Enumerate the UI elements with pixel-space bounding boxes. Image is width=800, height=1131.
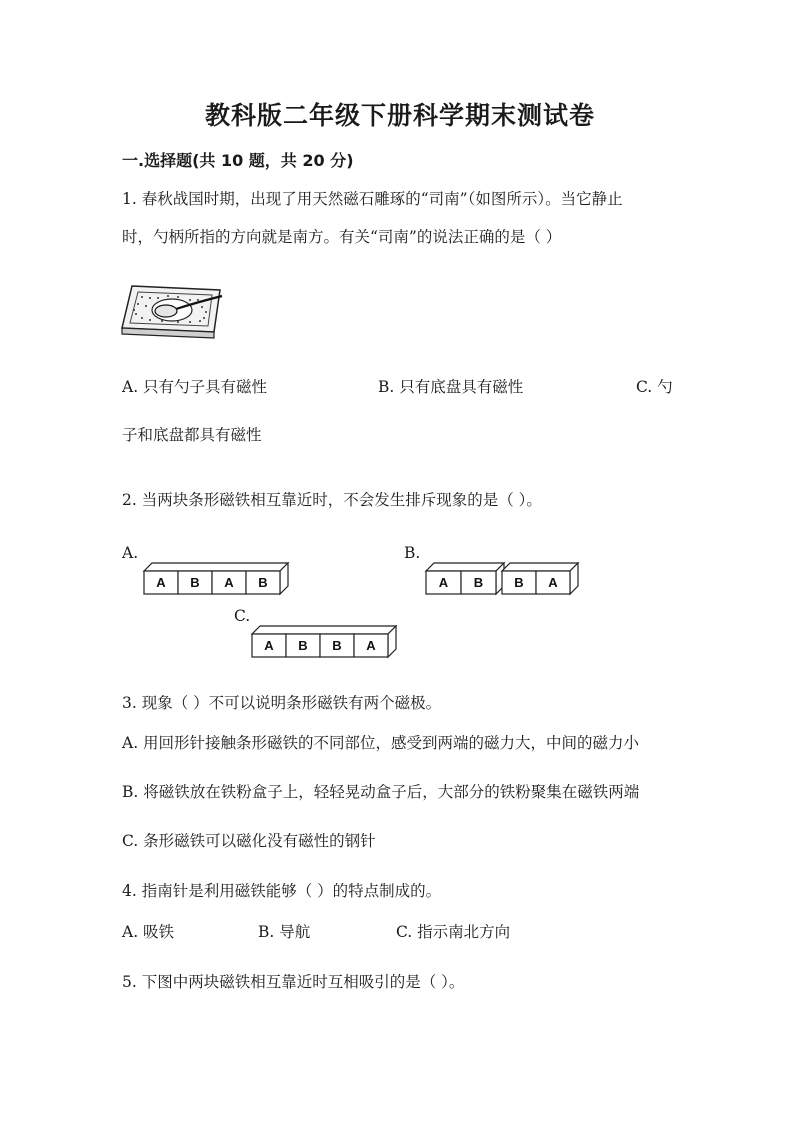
q2-label-a: A. bbox=[122, 544, 139, 562]
q3-option-a: A. 用回形针接触条形磁铁的不同部位，感受到两端的磁力大，中间的磁力小 bbox=[122, 734, 640, 752]
q2-b2-pole-2: A bbox=[548, 575, 558, 590]
q1-option-c: C. 勺 bbox=[636, 378, 673, 396]
q4-stem: 4. 指南针是利用磁铁能够（ ）的特点制成的。 bbox=[122, 882, 442, 900]
q2-magnets-b bbox=[422, 562, 582, 596]
q1-option-c-continued: 子和底盘都具有磁性 bbox=[122, 426, 262, 444]
q2-c-pole-1: A bbox=[264, 638, 274, 653]
q1-option-b: B. 只有底盘具有磁性 bbox=[378, 378, 524, 396]
q4-option-c: C. 指示南北方向 bbox=[396, 923, 511, 941]
q2-c-pole-3: B bbox=[332, 638, 342, 653]
q1-stem-line2: 时，勺柄所指的方向就是南方。有关“司南”的说法正确的是（ ） bbox=[122, 228, 562, 246]
q2-b1-pole-1: A bbox=[438, 575, 449, 590]
q2-magnets-c bbox=[248, 625, 398, 659]
q2-a-pole-2: B bbox=[190, 575, 200, 590]
q2-c-pole-2: B bbox=[298, 638, 308, 653]
q3-stem: 3. 现象（ ）不可以说明条形磁铁有两个磁极。 bbox=[122, 694, 442, 712]
q2-stem: 2. 当两块条形磁铁相互靠近时，不会发生排斥现象的是（ ）。 bbox=[122, 491, 542, 509]
q4-option-a: A. 吸铁 bbox=[122, 923, 175, 941]
q2-b1-pole-2: B bbox=[473, 575, 484, 590]
q4-option-b: B. 导航 bbox=[258, 923, 311, 941]
q2-label-b: B. bbox=[404, 544, 421, 562]
q2-a-pole-1: A bbox=[156, 575, 166, 590]
q1-option-a: A. 只有勺子具有磁性 bbox=[122, 378, 268, 396]
q5-stem: 5. 下图中两块磁铁相互靠近时互相吸引的是（ ）。 bbox=[122, 973, 465, 991]
q1-stem-line1: 1. 春秋战国时期，出现了用天然磁石雕琢的“司南”（如图所示）。当它静止 bbox=[122, 190, 623, 208]
q3-option-c: C. 条形磁铁可以磁化没有磁性的钢针 bbox=[122, 832, 376, 850]
sinan-compass-image bbox=[118, 282, 226, 344]
page-title: 教科版二年级下册科学期末测试卷 bbox=[204, 101, 595, 130]
q2-a-pole-3: A bbox=[224, 575, 234, 590]
q3-option-b: B. 将磁铁放在铁粉盒子上，轻轻晃动盒子后，大部分的铁粉聚集在磁铁两端 bbox=[122, 783, 640, 801]
q2-label-c: C. bbox=[234, 607, 251, 625]
q2-c-pole-4: A bbox=[366, 638, 376, 653]
section-heading: 一.选择题(共 10 题，共 20 分) bbox=[122, 151, 354, 170]
q2-magnets-a bbox=[140, 562, 290, 596]
q2-a-pole-4: B bbox=[258, 575, 268, 590]
q2-b2-pole-1: B bbox=[514, 575, 524, 590]
